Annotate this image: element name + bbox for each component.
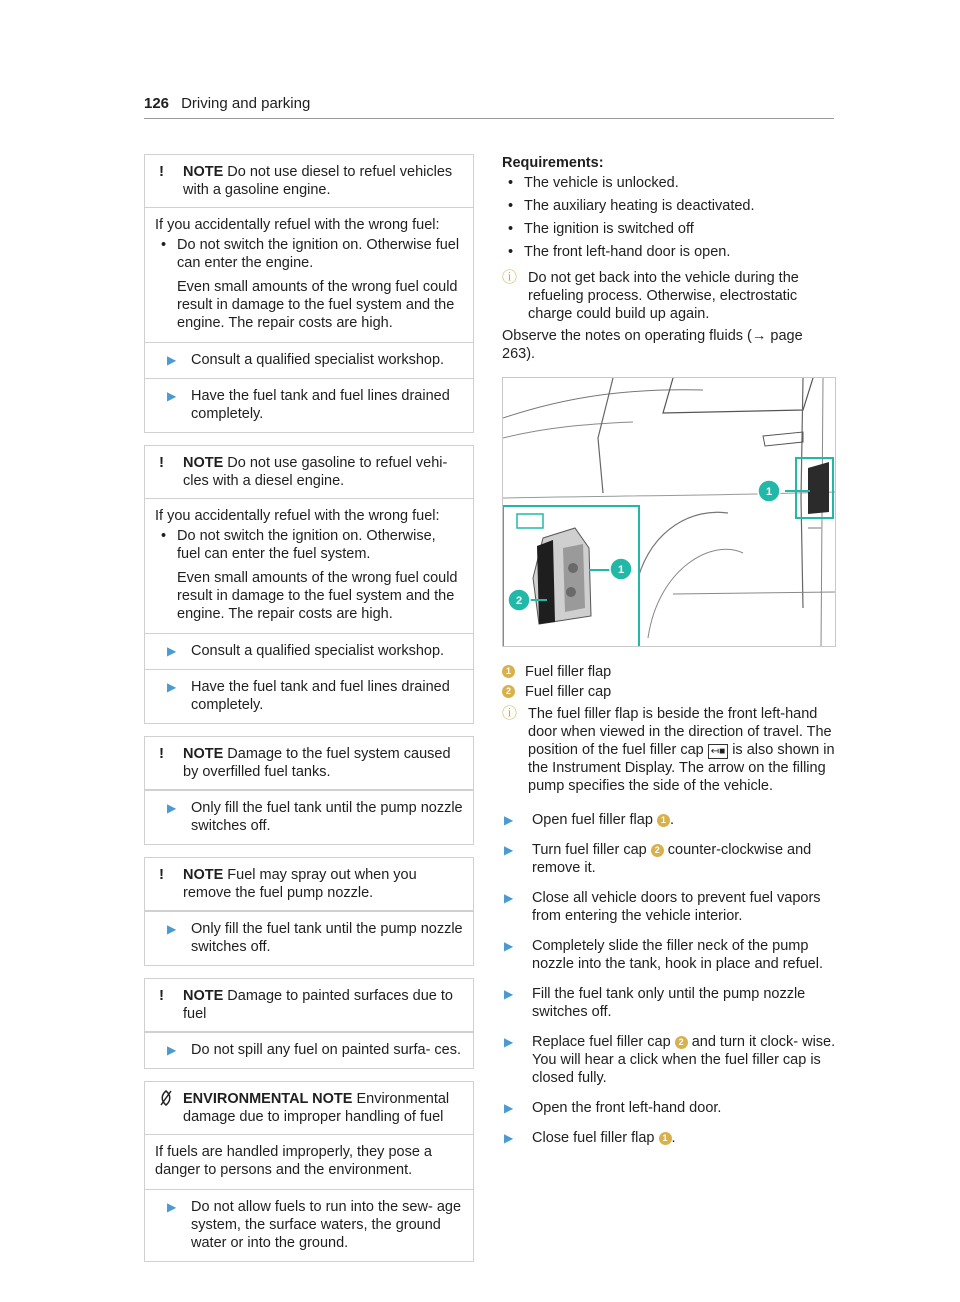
bullet-icon: • — [508, 175, 514, 191]
exclamation-icon: ! — [159, 987, 164, 1004]
exclamation-icon: ! — [159, 163, 164, 180]
triangle-arrow-icon: ▶ — [504, 891, 514, 905]
legend-item: 2 Fuel filler cap — [502, 683, 836, 701]
exclamation-icon: ! — [159, 745, 164, 762]
note-keyword: NOTE — [183, 988, 224, 1004]
instruction-step: ▶ Open the front left-hand door. — [504, 1100, 722, 1116]
note-keyword: NOTE — [183, 455, 224, 471]
note-title: Damage to the fuel system caused by overfilled fuel tanks. — [183, 746, 451, 780]
note-intro: If you accidentally refuel with the wrong fuel: — [155, 217, 440, 233]
requirement-item: • The front left-hand door is open. — [502, 243, 836, 261]
note-bullet: Do not switch the ignition on. Otherwise, fuel can enter the fuel system. — [177, 528, 436, 562]
note-step: ▶ Only fill the fuel tank until the pump nozzle switches off. — [145, 790, 473, 844]
instruction-step: ▶ Completely slide the filler neck of the pump nozzle into the tank, hook in place and refuel. — [504, 938, 823, 972]
bullet-icon: • — [161, 237, 167, 253]
requirement-item: • The ignition is switched off — [502, 220, 836, 238]
note-detail: Even small amounts of the wrong fuel could result in damage to the fuel system and the engine. The repair costs are high. — [177, 279, 458, 331]
instruction-step: ▶ Fill the fuel tank only until the pump nozzle switches off. — [504, 986, 806, 1020]
note-header — [145, 737, 473, 790]
note-keyword: ENVIRONMENTAL NOTE — [183, 1091, 353, 1107]
instruction-step: ▶ Turn fuel filler cap 2 counter-clockwise and remove it. — [504, 842, 812, 876]
note-title: Damage to painted surfaces due to fuel — [183, 988, 453, 1022]
callout-badge: 2 — [502, 685, 515, 698]
info-icon: ⓘ — [502, 705, 518, 722]
callout-badge: 1 — [657, 814, 670, 827]
triangle-arrow-icon: ▶ — [504, 843, 514, 857]
bullet-icon: • — [508, 198, 514, 214]
callout-badge: 2 — [651, 844, 664, 857]
bullet-icon: • — [508, 244, 514, 260]
instruction-step: ▶ Open fuel filler flap 1 . — [504, 812, 674, 828]
note-bullet: Do not switch the ignition on. Otherwise fuel can enter the engine. — [177, 237, 460, 271]
instruction-step: ▶ Replace fuel filler cap 2 and turn it clock- wise. You will hear a click when the fuel filler cap is closed fully. — [504, 1034, 836, 1086]
triangle-arrow-icon: ▶ — [167, 801, 177, 815]
note-step: ▶ Have the fuel tank and fuel lines drained completely. — [145, 669, 473, 723]
note-detail: Even small amounts of the wrong fuel could result in damage to the fuel system and the engine. The repair costs are high. — [177, 570, 458, 622]
note-title: Fuel may spray out when you remove the fuel pump nozzle. — [183, 867, 417, 901]
note-step: ▶ Have the fuel tank and fuel lines drained completely. — [145, 378, 473, 432]
fuel-filler-illustration — [502, 377, 836, 647]
note-header — [145, 979, 473, 1032]
note-box — [144, 736, 474, 845]
section-title: Driving and parking — [181, 95, 311, 112]
svg-text:2: 2 — [515, 595, 523, 607]
triangle-arrow-icon: ▶ — [504, 939, 514, 953]
fuel-pump-side-icon: ↤■ — [708, 744, 728, 759]
note-box — [144, 978, 474, 1069]
note-step: ▶ Do not allow fuels to run into the sew- age system, the surface waters, the ground water or into the ground. — [145, 1189, 473, 1261]
triangle-arrow-icon: ▶ — [504, 813, 514, 827]
note-header — [145, 155, 473, 208]
page-header — [144, 95, 834, 119]
triangle-arrow-icon: ▶ — [167, 1043, 177, 1057]
triangle-arrow-icon: ▶ — [504, 1131, 514, 1145]
svg-text:1: 1 — [617, 564, 625, 576]
bullet-icon: • — [508, 221, 514, 237]
observe-text: Observe the notes on operating fluids (→ page 263). — [502, 328, 803, 362]
triangle-arrow-icon: ▶ — [504, 987, 514, 1001]
note-header — [145, 858, 473, 911]
note-keyword: NOTE — [183, 746, 224, 762]
callout-badge: 2 — [675, 1036, 688, 1049]
note-box — [144, 857, 474, 966]
note-step: ▶ Do not spill any fuel on painted surfa- ces. — [145, 1032, 473, 1068]
requirement-item: • The auxiliary heating is deactivated. — [502, 197, 836, 215]
note-title: Environmental damage due to improper handling of fuel — [183, 1091, 450, 1125]
right-column — [502, 154, 836, 1147]
legend-item: 1 Fuel filler flap — [502, 663, 836, 681]
info-note: ⓘ The fuel filler flap is beside the front left-hand door when viewed in the direction of travel. The position of the fuel filler cap ↤■ is also shown in the Instrument Display. The arrow on the filling pump specifies the side of the vehicle. — [502, 705, 835, 794]
note-box — [144, 154, 474, 433]
note-box — [144, 445, 474, 724]
instruction-step: ▶ Close all vehicle doors to prevent fuel vapors from entering the vehicle interior. — [504, 890, 821, 924]
info-icon: ⓘ — [502, 269, 518, 286]
requirements-title: Requirements: — [502, 155, 604, 171]
instruction-step: ▶ Close fuel filler flap 1 . — [504, 1130, 676, 1146]
exclamation-icon: ! — [159, 866, 164, 883]
left-column — [144, 154, 474, 1274]
bullet-icon: • — [161, 528, 167, 544]
requirement-item: • The vehicle is unlocked. — [502, 174, 836, 192]
page-number: 126 — [144, 95, 170, 112]
note-step: ▶ Only fill the fuel tank until the pump nozzle switches off. — [145, 911, 473, 965]
note-title: Do not use diesel to refuel vehicles with a gasoline engine. — [183, 164, 453, 198]
environmental-note-box — [144, 1081, 474, 1262]
note-keyword: NOTE — [183, 164, 224, 180]
note-intro: If you accidentally refuel with the wrong fuel: — [155, 508, 440, 524]
triangle-arrow-icon: ▶ — [167, 1200, 177, 1214]
note-keyword: NOTE — [183, 867, 224, 883]
note-title: Do not use gasoline to refuel vehi- cles with a diesel engine. — [183, 455, 448, 489]
info-note: ⓘ Do not get back into the vehicle during the refueling process. Otherwise, electrostatic charge could build up again. — [502, 269, 799, 322]
vehicle-side-drawing — [503, 378, 836, 647]
triangle-arrow-icon: ▶ — [504, 1101, 514, 1115]
triangle-arrow-icon: ▶ — [167, 644, 177, 658]
triangle-arrow-icon: ▶ — [167, 922, 177, 936]
triangle-arrow-icon: ▶ — [167, 353, 177, 367]
triangle-arrow-icon: ▶ — [504, 1035, 514, 1049]
note-step: ▶ Consult a qualified specialist workshop. — [145, 633, 473, 669]
svg-text:1: 1 — [765, 486, 773, 498]
callout-badge: 1 — [659, 1132, 672, 1145]
triangle-arrow-icon: ▶ — [167, 680, 177, 694]
note-header — [145, 446, 473, 499]
note-intro: If fuels are handled improperly, they pose a danger to persons and the environment. — [155, 1144, 433, 1178]
callout-badge: 1 — [502, 665, 515, 678]
note-header — [145, 1082, 473, 1135]
note-step: ▶ Consult a qualified specialist workshop. — [145, 342, 473, 378]
triangle-arrow-icon: ▶ — [167, 389, 177, 403]
exclamation-icon: ! — [159, 454, 164, 471]
leaf-crossed-icon — [155, 1090, 175, 1126]
